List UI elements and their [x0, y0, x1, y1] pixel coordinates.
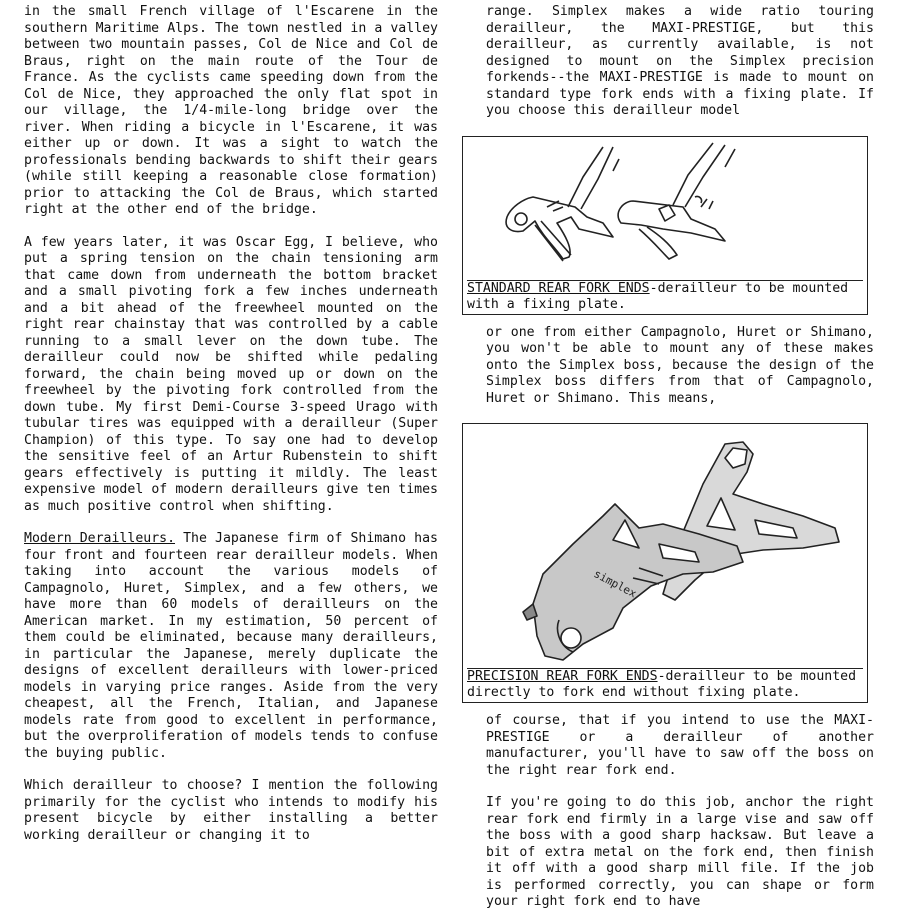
paragraph-simplex-range: range. Simplex makes a wide ratio touring derailleur, the MAXI-PRESTIGE, but this derailleur, as currently available, is not designed to mount on the Simplex precision forkends--the MAXI-PRESTIGE is made to mount on standard type fork ends with a fixing plate. If you choose this derailleur model [486, 4, 874, 118]
simplex-stamp: simplex [591, 567, 639, 601]
figure-caption-precision [467, 668, 863, 701]
paragraph-which-derailleur: Which derailleur to choose? I mention the following primarily for the cyclist who intends to modify his present bicycle by either installing a better working derailleur or changing it to [24, 778, 438, 843]
paragraph-oscar-egg: A few years later, it was Oscar Egg, I believe, who put a spring tension on the chain tensioning arm that came down from underneath the bottom bracket and a small pivoting fork a few inches underneath and a bit ahead of the freewheel mounted on the right rear chainstay that was controlled by a cable running to a small lever on the down tube. The derailleur could now be shifted while pedaling forward, the chain being moved up or down on the freewheel by the pivoting fork controlled from the down tube. My first Demi-Course 3-speed Urago with tubular tires was equipped with a derailleur (Super Champion) of this type. To say one had to develop the sensitive feel of an Artur Rubenstein to shift gears effectively is putting it mildly. The least expensive model of modern derailleurs give ten times as much positive control when shifting. [24, 234, 438, 514]
paragraph-maxi-prestige: of course, that if you intend to use the MAXI-PRESTIGE or a derailleur of another manufacturer, you'll have to saw off the boss on the right rear fork end. [486, 713, 874, 778]
right-column [467, 4, 874, 911]
precision-fork-ends-illustration [463, 424, 867, 702]
figure-standard-fork-ends [462, 136, 868, 315]
left-column [24, 4, 438, 844]
paragraph-modern-derailleurs [24, 531, 438, 762]
paragraph-saw-off-boss: If you're going to do this job, anchor the right rear fork end firmly in a large vise and saw off the boss with a good sharp hacksaw. But leave a bit of extra metal on the fork end, then finish it off with a good sharp mill file. If the job is performed correctly, you can shape or form your right fork end to have [486, 795, 874, 909]
caption-standard-text: -derailleur to be mounted with a fixing plate. [467, 280, 849, 312]
caption-precision-heading: PRECISION REAR FORK ENDS [467, 669, 658, 684]
paragraph-modern-derailleurs-text: The Japanese firm of Shimano has four front and fourteen rear derailleur models. When taking into account the various models of Campagnolo, Huret, Simplex, and a few others, we have more than 60 models of derailleurs on the American market. In my estimation, 50 percent of them could be eliminated, because many derailleurs, in particular the Japanese, merely duplicate the designs of excellent derailleurs with lower-priced models in varying price ranges. Aside from the very cheapest, all the French, Italian, and Japanese models rate from good to excellent in performance, but the overproliferation of models tends to confuse the buying public. [24, 531, 438, 761]
caption-precision-text: -derailleur to be mounted directly to fork end without fixing plate. [467, 669, 857, 700]
section-heading-modern-derailleurs: Modern Derailleurs. [24, 531, 176, 546]
figure-precision-fork-ends [462, 423, 868, 703]
figure-caption-standard [467, 280, 863, 313]
paragraph-l-escarene: in the small French village of l'Escarene in the southern Maritime Alps. The town nestled in a valley between two mountain passes, Col de Nice and Col de Braus, right on the main route of the Tour de France. As the cyclists came speeding down from the Col de Nice, they approached the only flat spot in our village, the 1/4-mile-long bridge over the river. When riding a bicycle in l'Escarene, it was either up or down. It was a sight to watch the professionals bending backwards to shift their gears (while still keeping a reasonable close formation) prior to attacking the Col de Braus, which started right at the other end of the bridge. [24, 4, 438, 217]
paragraph-campagnolo-huret: or one from either Campagnolo, Huret or Shimano, you won't be able to mount any of these makes onto the Simplex boss, because the design of the Simplex boss differs from that of Campagnolo, Huret or Shimano. This means, [486, 324, 874, 406]
caption-standard-heading: STANDARD REAR FORK ENDS [467, 280, 650, 296]
